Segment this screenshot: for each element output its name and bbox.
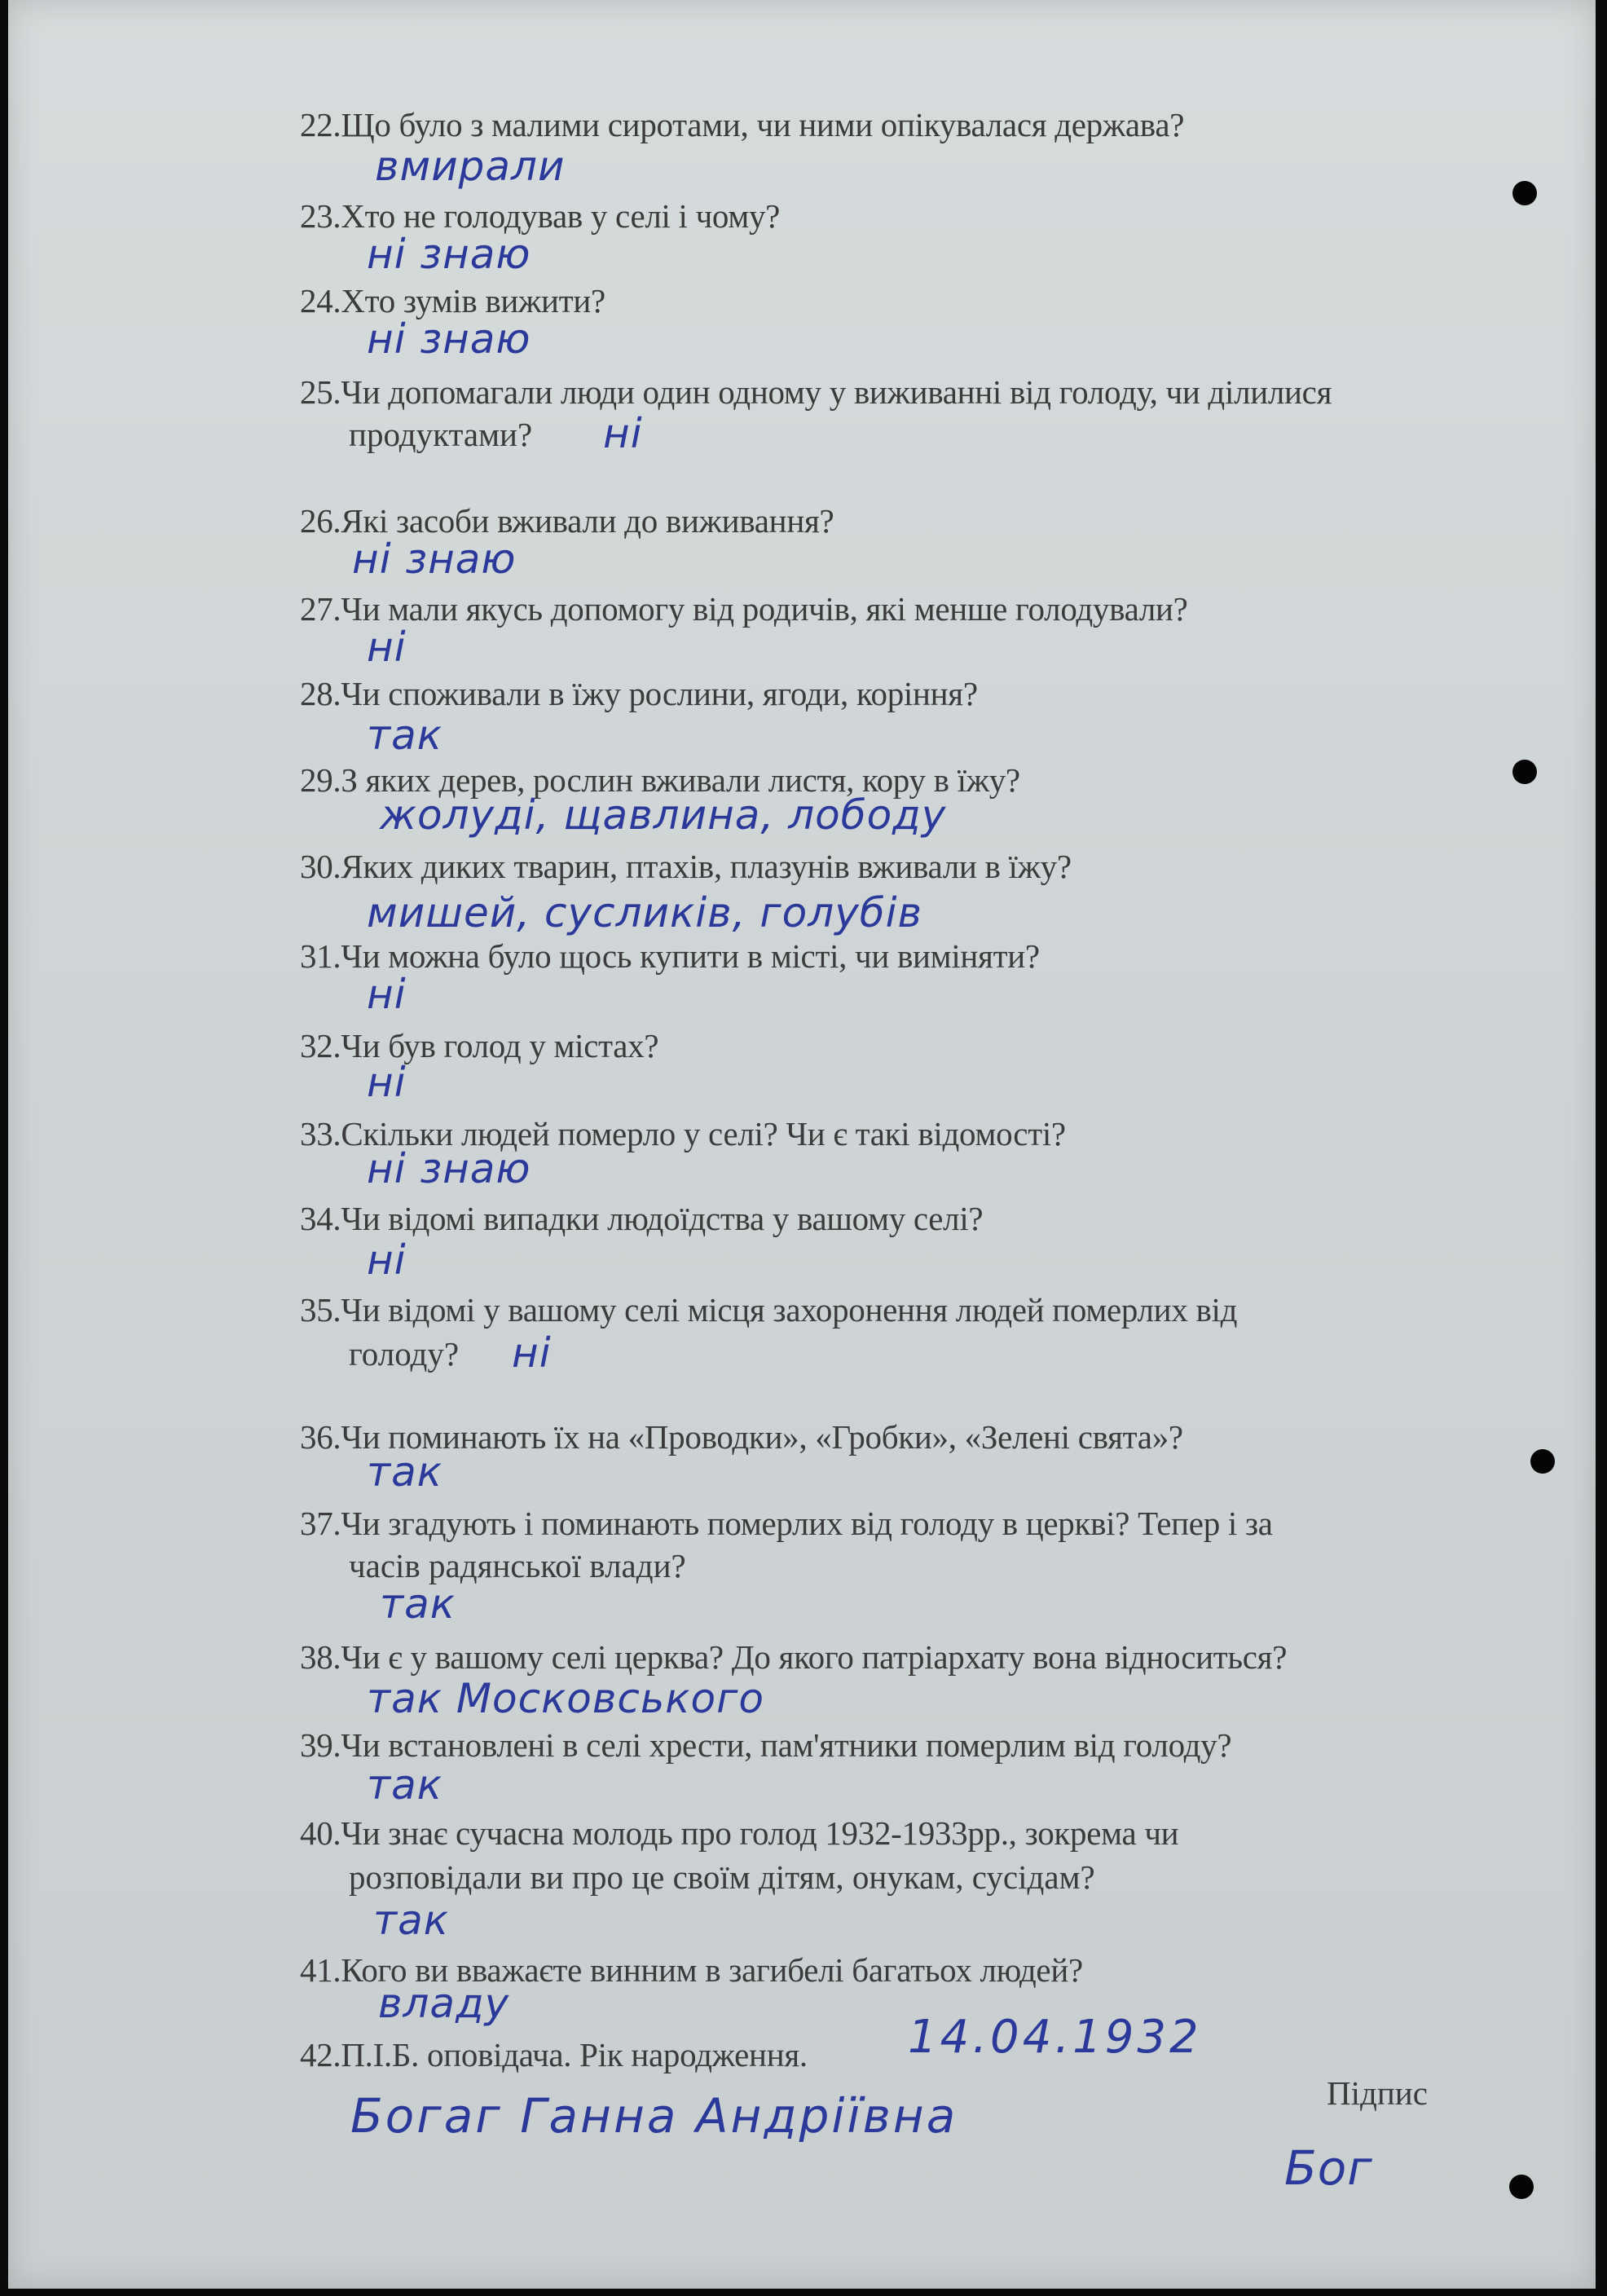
question-42: 42.П.І.Б. оповідача. Рік народження. [300, 2036, 808, 2073]
question-25: 25.Чи допомагали люди один одному у виживанні від голоду, чи ділилися [300, 373, 1332, 411]
answer-37: так [380, 1580, 456, 1628]
question-35: 35.Чи відомі у вашому селі місця захоронення людей померлих від [300, 1291, 1238, 1329]
punch-hole [1530, 1449, 1555, 1474]
answer-27: ні [367, 624, 407, 671]
question-25-continuation: продуктами? [349, 416, 533, 453]
answer-40: так [373, 1897, 449, 1944]
answer-41: владу [378, 1980, 510, 2027]
birth-date: 14.04.1932 [908, 2011, 1202, 2064]
answer-26: ні знаю [352, 535, 517, 583]
question-40: 40.Чи знає сучасна молодь про голод 1932-1933рр., зокрема чи [300, 1814, 1179, 1852]
question-28: 28.Чи споживали в їжу рослини, ягоди, коріння? [300, 675, 978, 712]
answer-28: так [367, 712, 442, 759]
question-23: 23.Хто не голодував у селі і чому? [300, 197, 781, 235]
question-26: 26.Які засоби вживали до виживання? [300, 502, 834, 540]
question-41: 41.Кого ви вважаєте винним в загибелі багатьох людей? [300, 1951, 1083, 1989]
answer-22: вмирали [375, 143, 566, 190]
answer-30: мишей, сусликів, голубів [367, 889, 922, 936]
answer-23: ні знаю [367, 231, 531, 278]
question-34: 34.Чи відомі випадки людоїдства у вашому селі? [300, 1200, 984, 1237]
question-37-continuation: часів радянської влади? [349, 1547, 686, 1584]
question-32: 32.Чи був голод у містах? [300, 1027, 659, 1064]
questionnaire-page [8, 0, 1596, 2289]
question-27: 27.Чи мали якусь допомогу від родичів, які менше голодували? [300, 590, 1188, 628]
narrator-name: Богаг Ганна Андріївна [350, 2088, 958, 2144]
answer-33: ні знаю [367, 1145, 531, 1192]
answer-25: ні [603, 410, 643, 457]
question-37: 37.Чи згадують і поминають померлих від голоду в церкві? Тепер і за [300, 1505, 1273, 1542]
question-35-continuation: голоду? [349, 1335, 460, 1373]
question-39: 39.Чи встановлені в селі хрести, пам'ятники померлим від голоду? [300, 1726, 1232, 1764]
answer-24: ні знаю [367, 315, 531, 363]
question-38: 38.Чи є у вашому селі церква? До якого патріархату вона відноситься? [300, 1638, 1288, 1676]
signature-label: Підпис [1327, 2074, 1428, 2112]
answer-38: так Московського [367, 1675, 764, 1722]
question-31: 31.Чи можна було щось купити в місті, чи виміняти? [300, 937, 1040, 975]
answer-32: ні [367, 1059, 407, 1106]
punch-hole [1509, 2175, 1534, 2199]
question-22: 22.Що було з малими сиротами, чи ними опікувалася держава? [300, 106, 1185, 143]
answer-34: ні [367, 1236, 407, 1284]
question-29: 29.З яких дерев, рослин вживали листя, кору в їжу? [300, 761, 1020, 799]
answer-29: жолуді, щавлина, лободу [380, 791, 947, 839]
answer-39: так [367, 1761, 442, 1809]
answer-35: ні [512, 1329, 552, 1377]
question-40-continuation: розповідали ви про це своїм дітям, онукам, сусідам? [349, 1858, 1095, 1896]
answer-36: так [367, 1448, 442, 1496]
question-24: 24.Хто зумів вижити? [300, 282, 605, 320]
question-30: 30.Яких диких тварин, птахів, плазунів вживали в їжу? [300, 848, 1072, 885]
answer-31: ні [367, 971, 407, 1018]
question-33: 33.Скільки людей померло у селі? Чи є такі відомості? [300, 1115, 1066, 1152]
signature: Бог [1284, 2140, 1373, 2196]
question-36: 36.Чи поминають їх на «Проводки», «Гробки», «Зелені свята»? [300, 1418, 1183, 1456]
